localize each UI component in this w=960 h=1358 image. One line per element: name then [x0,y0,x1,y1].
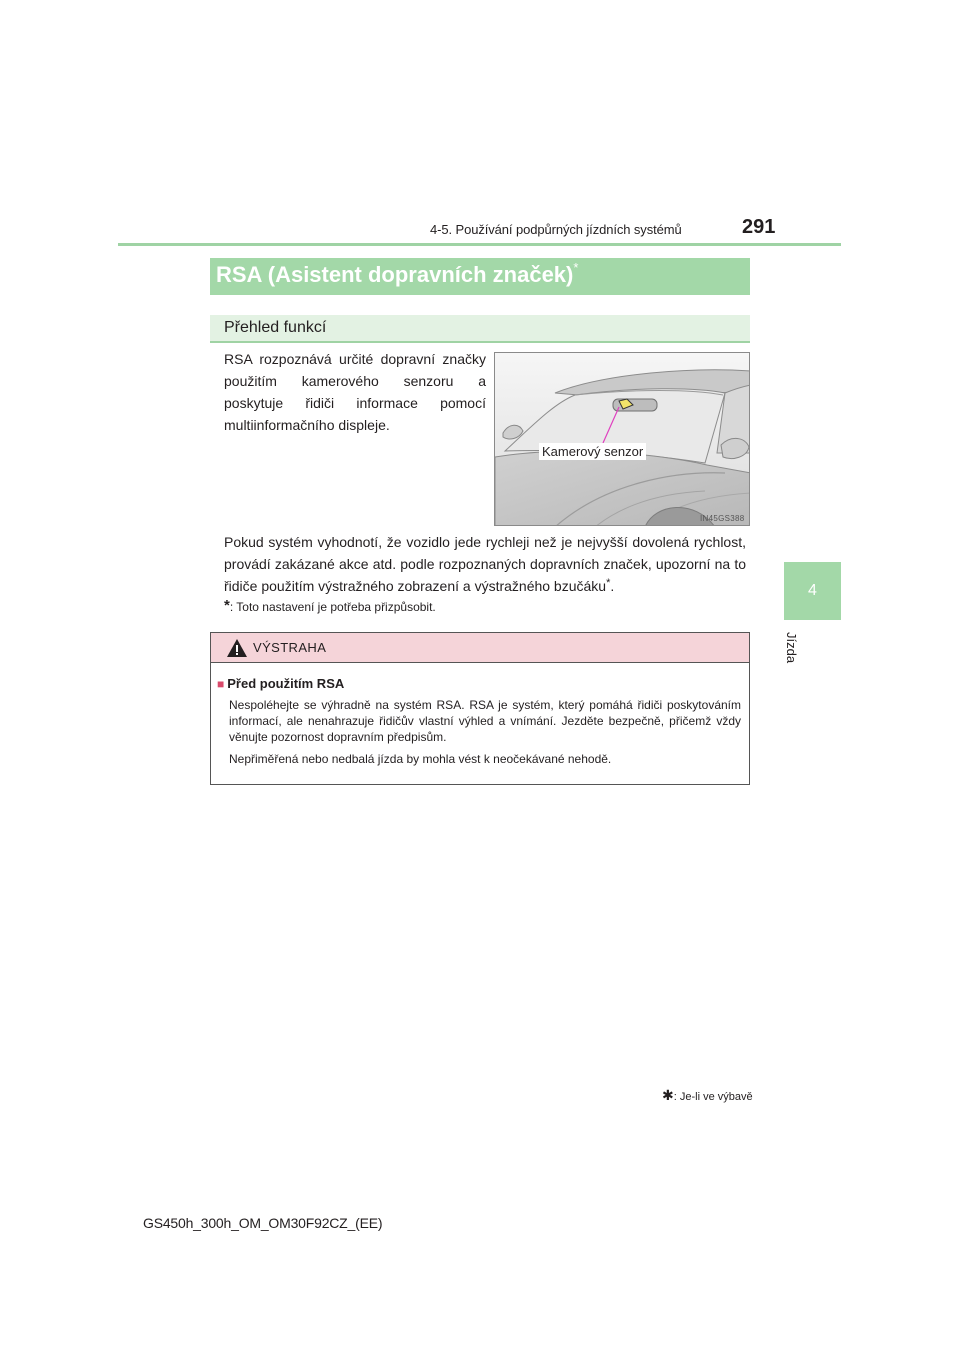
warning-triangle-icon [226,638,248,658]
body-mark: * [606,577,611,589]
subheading-bar [210,315,750,343]
section-title-bar [210,258,750,295]
warning-subheading [217,676,344,691]
header-section-title: 4-5. Používání podpůrných jízdních systémů [430,222,682,237]
document-code: GS450h_300h_OM_OM30F92CZ_(EE) [143,1215,383,1231]
chapter-tab [784,562,841,620]
warning-subheading-text: Před použitím RSA [227,676,345,691]
footnote-text: : Toto nastavení je potřeba přizpůsobit. [229,600,436,614]
warning-paragraph-2: Nepřiměřená nebo nedbalá jízda by mohla vést k neočekávané nehodě. [229,752,612,766]
footnote-mark: * [224,597,230,614]
footnote [224,597,436,617]
subheading-text: Přehled funkcí [224,319,327,336]
equipment-note [662,1087,753,1104]
warning-header [211,633,749,663]
bullet-square-icon: ■ [217,677,225,691]
header-divider [118,243,841,246]
equipment-note-mark: ✱ [662,1087,674,1103]
camera-sensor-figure [494,352,750,526]
intro-paragraph: RSA rozpoznává určité dopravní značky použitím kamerového senzoru a poskytuje řidiči informace pomocí multiinformačního displeje. [224,351,486,433]
section-title-text: RSA (Asistent dopravních značek) [216,262,574,287]
page-number: 291 [742,216,776,238]
equipment-note-text: : Je-li ve výbavě [673,1091,753,1103]
figure-code: IN45GS388 [700,514,745,523]
body-paragraph [224,531,746,597]
camera-sensor-callout: Kamerový senzor [539,443,646,460]
section-title-mark: * [573,260,579,275]
body-text: Pokud systém vyhodnotí, že vozidlo jede rychleji než je nejvyšší dovolená rychlost, provádí zakázané akce atd. podle rozpoznaných dopravních značek, upozorní na to řidiče použitím výstražného zobrazení a výstražného bzučáku [224,534,746,594]
warning-box [210,632,750,785]
car-illustration [495,353,750,526]
chapter-label [783,632,803,676]
body-end: . [610,578,615,594]
section-title [216,262,578,288]
warning-title: VÝSTRAHA [253,640,327,655]
chapter-number: 4 [808,582,817,599]
warning-paragraph-1: Nespoléhejte se výhradně na systém RSA. RSA je systém, který pomáhá řidiči poskytováním informací, ale nenahrazuje řidičův vlastní výhled a vnímání. Jezděte bezpečně, přičemž vždy věnujte pozornost dopravním předpisům. [229,698,741,744]
chapter-label-text: Jízda [784,632,799,664]
